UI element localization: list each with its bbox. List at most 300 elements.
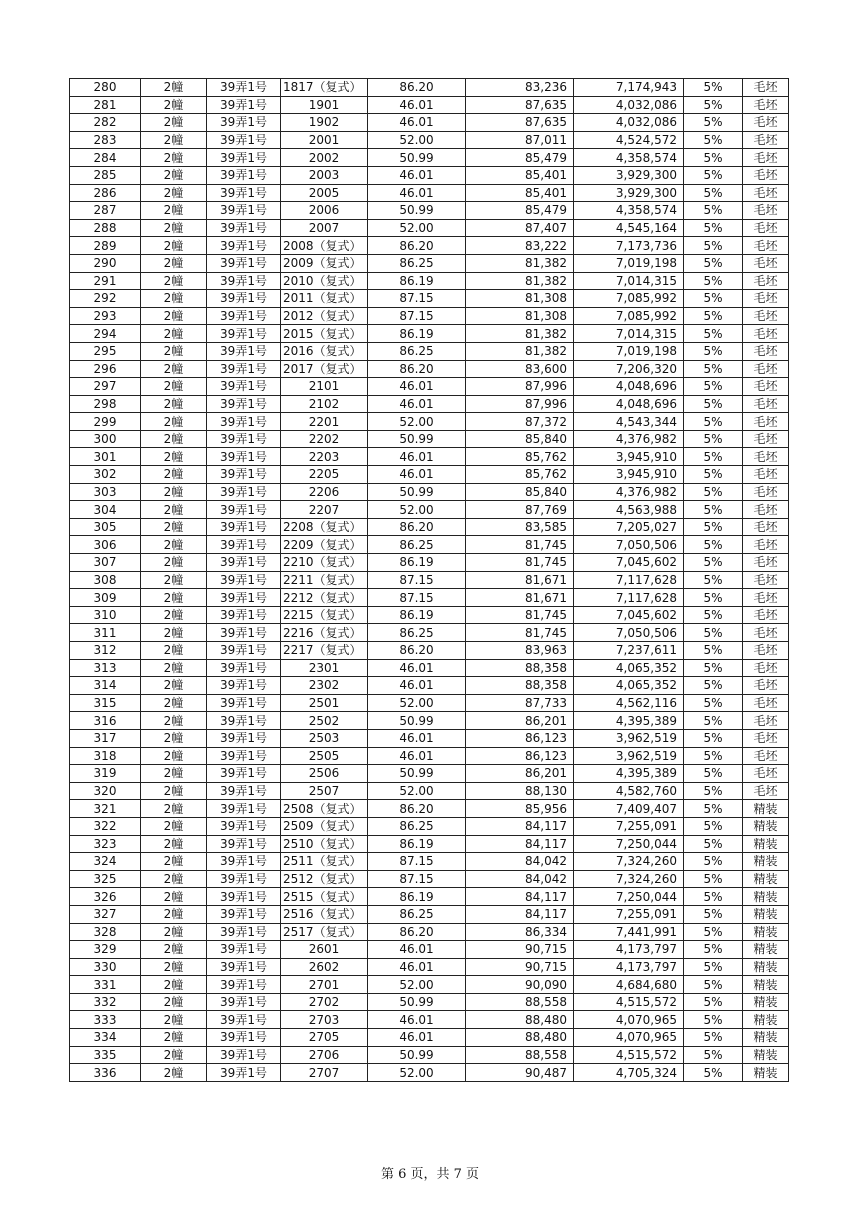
- total-price-cell: 3,945,910: [574, 466, 684, 484]
- row-number-cell: 315: [70, 694, 141, 712]
- table-row: [70, 501, 789, 519]
- area-cell: 46.01: [368, 1011, 466, 1029]
- row-number-cell: 281: [70, 96, 141, 114]
- unit-price-cell: 88,480: [466, 1011, 574, 1029]
- building-cell: 2幢: [141, 518, 207, 536]
- row-number-cell: 312: [70, 642, 141, 660]
- room-number-cell: 2211（复式）: [281, 571, 368, 589]
- table-row: [70, 466, 789, 484]
- area-cell: 86.25: [368, 536, 466, 554]
- total-price-cell: 4,376,982: [574, 430, 684, 448]
- percent-cell: 5%: [684, 888, 743, 906]
- lane-address-cell: 39弄1号: [207, 1029, 281, 1047]
- building-cell: 2幢: [141, 941, 207, 959]
- percent-cell: 5%: [684, 272, 743, 290]
- total-price-cell: 4,395,389: [574, 765, 684, 783]
- lane-address-cell: 39弄1号: [207, 870, 281, 888]
- area-cell: 46.01: [368, 1029, 466, 1047]
- row-number-cell: 328: [70, 923, 141, 941]
- building-cell: 2幢: [141, 835, 207, 853]
- percent-cell: 5%: [684, 149, 743, 167]
- table-row: [70, 395, 789, 413]
- room-number-cell: 2205: [281, 466, 368, 484]
- decoration-cell: 精装: [743, 800, 789, 818]
- lane-address-cell: 39弄1号: [207, 536, 281, 554]
- total-price-cell: 7,019,198: [574, 254, 684, 272]
- percent-cell: 5%: [684, 642, 743, 660]
- building-cell: 2幢: [141, 888, 207, 906]
- area-cell: 46.01: [368, 747, 466, 765]
- total-price-cell: 4,358,574: [574, 149, 684, 167]
- building-cell: 2幢: [141, 642, 207, 660]
- total-price-cell: 4,048,696: [574, 395, 684, 413]
- decoration-cell: 毛坯: [743, 765, 789, 783]
- unit-price-cell: 88,358: [466, 677, 574, 695]
- area-cell: 52.00: [368, 976, 466, 994]
- area-cell: 46.01: [368, 941, 466, 959]
- room-number-cell: 2702: [281, 993, 368, 1011]
- lane-address-cell: 39弄1号: [207, 483, 281, 501]
- table-row: [70, 483, 789, 501]
- lane-address-cell: 39弄1号: [207, 976, 281, 994]
- room-number-cell: 2008（复式）: [281, 237, 368, 255]
- lane-address-cell: 39弄1号: [207, 624, 281, 642]
- building-cell: 2幢: [141, 729, 207, 747]
- building-cell: 2幢: [141, 536, 207, 554]
- area-cell: 86.25: [368, 817, 466, 835]
- area-cell: 86.25: [368, 905, 466, 923]
- percent-cell: 5%: [684, 202, 743, 220]
- row-number-cell: 333: [70, 1011, 141, 1029]
- decoration-cell: 毛坯: [743, 219, 789, 237]
- percent-cell: 5%: [684, 1011, 743, 1029]
- row-number-cell: 321: [70, 800, 141, 818]
- unit-price-cell: 86,201: [466, 765, 574, 783]
- row-number-cell: 317: [70, 729, 141, 747]
- room-number-cell: 2508（复式）: [281, 800, 368, 818]
- row-number-cell: 299: [70, 413, 141, 431]
- building-cell: 2幢: [141, 1046, 207, 1064]
- table-row: [70, 237, 789, 255]
- row-number-cell: 313: [70, 659, 141, 677]
- area-cell: 86.25: [368, 342, 466, 360]
- total-price-cell: 3,945,910: [574, 448, 684, 466]
- row-number-cell: 335: [70, 1046, 141, 1064]
- row-number-cell: 286: [70, 184, 141, 202]
- room-number-cell: 2206: [281, 483, 368, 501]
- lane-address-cell: 39弄1号: [207, 923, 281, 941]
- area-cell: 50.99: [368, 712, 466, 730]
- row-number-cell: 325: [70, 870, 141, 888]
- lane-address-cell: 39弄1号: [207, 782, 281, 800]
- table-row: [70, 307, 789, 325]
- lane-address-cell: 39弄1号: [207, 202, 281, 220]
- room-number-cell: 2212（复式）: [281, 589, 368, 607]
- building-cell: 2幢: [141, 395, 207, 413]
- decoration-cell: 毛坯: [743, 677, 789, 695]
- room-number-cell: 2706: [281, 1046, 368, 1064]
- total-price-cell: 4,376,982: [574, 483, 684, 501]
- building-cell: 2幢: [141, 466, 207, 484]
- decoration-cell: 毛坯: [743, 729, 789, 747]
- building-cell: 2幢: [141, 589, 207, 607]
- building-cell: 2幢: [141, 1064, 207, 1082]
- unit-price-cell: 85,401: [466, 166, 574, 184]
- lane-address-cell: 39弄1号: [207, 694, 281, 712]
- room-number-cell: 2001: [281, 131, 368, 149]
- lane-address-cell: 39弄1号: [207, 448, 281, 466]
- unit-price-cell: 85,479: [466, 202, 574, 220]
- building-cell: 2幢: [141, 624, 207, 642]
- building-cell: 2幢: [141, 131, 207, 149]
- decoration-cell: 毛坯: [743, 395, 789, 413]
- area-cell: 87.15: [368, 870, 466, 888]
- total-price-cell: 4,582,760: [574, 782, 684, 800]
- row-number-cell: 290: [70, 254, 141, 272]
- area-cell: 50.99: [368, 1046, 466, 1064]
- room-number-cell: 2003: [281, 166, 368, 184]
- decoration-cell: 毛坯: [743, 114, 789, 132]
- percent-cell: 5%: [684, 131, 743, 149]
- percent-cell: 5%: [684, 483, 743, 501]
- lane-address-cell: 39弄1号: [207, 395, 281, 413]
- lane-address-cell: 39弄1号: [207, 835, 281, 853]
- room-number-cell: 2516（复式）: [281, 905, 368, 923]
- room-number-cell: 2202: [281, 430, 368, 448]
- total-price-cell: 7,441,991: [574, 923, 684, 941]
- table-row: [70, 589, 789, 607]
- area-cell: 46.01: [368, 166, 466, 184]
- area-cell: 86.20: [368, 360, 466, 378]
- decoration-cell: 精装: [743, 976, 789, 994]
- lane-address-cell: 39弄1号: [207, 853, 281, 871]
- decoration-cell: 精装: [743, 817, 789, 835]
- room-number-cell: 2501: [281, 694, 368, 712]
- decoration-cell: 毛坯: [743, 202, 789, 220]
- room-number-cell: 2701: [281, 976, 368, 994]
- total-price-cell: 7,014,315: [574, 272, 684, 290]
- area-cell: 87.15: [368, 571, 466, 589]
- row-number-cell: 326: [70, 888, 141, 906]
- decoration-cell: 毛坯: [743, 536, 789, 554]
- lane-address-cell: 39弄1号: [207, 993, 281, 1011]
- area-cell: 46.01: [368, 466, 466, 484]
- area-cell: 86.20: [368, 79, 466, 97]
- table-row: [70, 712, 789, 730]
- lane-address-cell: 39弄1号: [207, 905, 281, 923]
- room-number-cell: 2601: [281, 941, 368, 959]
- room-number-cell: 2505: [281, 747, 368, 765]
- percent-cell: 5%: [684, 342, 743, 360]
- lane-address-cell: 39弄1号: [207, 800, 281, 818]
- percent-cell: 5%: [684, 1064, 743, 1082]
- percent-cell: 5%: [684, 395, 743, 413]
- percent-cell: 5%: [684, 853, 743, 871]
- building-cell: 2幢: [141, 800, 207, 818]
- building-cell: 2幢: [141, 290, 207, 308]
- decoration-cell: 毛坯: [743, 554, 789, 572]
- table-row: [70, 79, 789, 97]
- area-cell: 50.99: [368, 202, 466, 220]
- room-number-cell: 2512（复式）: [281, 870, 368, 888]
- total-price-cell: 7,085,992: [574, 290, 684, 308]
- total-price-cell: 7,324,260: [574, 870, 684, 888]
- unit-price-cell: 83,585: [466, 518, 574, 536]
- room-number-cell: 1817（复式）: [281, 79, 368, 97]
- total-price-cell: 4,358,574: [574, 202, 684, 220]
- unit-price-cell: 81,382: [466, 325, 574, 343]
- room-number-cell: 2016（复式）: [281, 342, 368, 360]
- unit-price-cell: 87,635: [466, 96, 574, 114]
- unit-price-cell: 81,308: [466, 290, 574, 308]
- total-price-cell: 7,324,260: [574, 853, 684, 871]
- building-cell: 2幢: [141, 606, 207, 624]
- room-number-cell: 2201: [281, 413, 368, 431]
- building-cell: 2幢: [141, 976, 207, 994]
- row-number-cell: 282: [70, 114, 141, 132]
- row-number-cell: 287: [70, 202, 141, 220]
- table-row: [70, 1011, 789, 1029]
- unit-price-cell: 81,671: [466, 571, 574, 589]
- total-price-cell: 7,250,044: [574, 835, 684, 853]
- area-cell: 86.20: [368, 923, 466, 941]
- total-price-cell: 4,065,352: [574, 659, 684, 677]
- row-number-cell: 327: [70, 905, 141, 923]
- decoration-cell: 精装: [743, 905, 789, 923]
- building-cell: 2幢: [141, 501, 207, 519]
- total-price-cell: 7,014,315: [574, 325, 684, 343]
- table-row: [70, 782, 789, 800]
- total-price-cell: 4,032,086: [574, 114, 684, 132]
- decoration-cell: 毛坯: [743, 606, 789, 624]
- area-cell: 86.25: [368, 254, 466, 272]
- room-number-cell: 2705: [281, 1029, 368, 1047]
- decoration-cell: 精装: [743, 853, 789, 871]
- room-number-cell: 2217（复式）: [281, 642, 368, 660]
- table-row: [70, 1064, 789, 1082]
- room-number-cell: 2012（复式）: [281, 307, 368, 325]
- unit-price-cell: 84,117: [466, 888, 574, 906]
- area-cell: 50.99: [368, 483, 466, 501]
- percent-cell: 5%: [684, 413, 743, 431]
- decoration-cell: 毛坯: [743, 589, 789, 607]
- building-cell: 2幢: [141, 184, 207, 202]
- decoration-cell: 毛坯: [743, 166, 789, 184]
- percent-cell: 5%: [684, 800, 743, 818]
- lane-address-cell: 39弄1号: [207, 712, 281, 730]
- unit-price-cell: 88,358: [466, 659, 574, 677]
- table-row: [70, 202, 789, 220]
- room-number-cell: 1901: [281, 96, 368, 114]
- percent-cell: 5%: [684, 430, 743, 448]
- row-number-cell: 283: [70, 131, 141, 149]
- percent-cell: 5%: [684, 166, 743, 184]
- area-cell: 50.99: [368, 765, 466, 783]
- total-price-cell: 4,065,352: [574, 677, 684, 695]
- area-cell: 86.20: [368, 237, 466, 255]
- area-cell: 52.00: [368, 219, 466, 237]
- total-price-cell: 4,515,572: [574, 993, 684, 1011]
- decoration-cell: 毛坯: [743, 237, 789, 255]
- table-row: [70, 378, 789, 396]
- room-number-cell: 2216（复式）: [281, 624, 368, 642]
- total-price-cell: 3,962,519: [574, 729, 684, 747]
- total-price-cell: 4,684,680: [574, 976, 684, 994]
- building-cell: 2幢: [141, 694, 207, 712]
- lane-address-cell: 39弄1号: [207, 518, 281, 536]
- lane-address-cell: 39弄1号: [207, 677, 281, 695]
- table-row: [70, 166, 789, 184]
- building-cell: 2幢: [141, 905, 207, 923]
- percent-cell: 5%: [684, 905, 743, 923]
- percent-cell: 5%: [684, 624, 743, 642]
- table-row: [70, 835, 789, 853]
- decoration-cell: 毛坯: [743, 131, 789, 149]
- decoration-cell: 毛坯: [743, 501, 789, 519]
- area-cell: 46.01: [368, 958, 466, 976]
- area-cell: 52.00: [368, 131, 466, 149]
- building-cell: 2幢: [141, 483, 207, 501]
- area-cell: 86.20: [368, 518, 466, 536]
- lane-address-cell: 39弄1号: [207, 466, 281, 484]
- decoration-cell: 毛坯: [743, 272, 789, 290]
- decoration-cell: 毛坯: [743, 448, 789, 466]
- building-cell: 2幢: [141, 870, 207, 888]
- table-row: [70, 941, 789, 959]
- unit-price-cell: 88,130: [466, 782, 574, 800]
- building-cell: 2幢: [141, 96, 207, 114]
- row-number-cell: 330: [70, 958, 141, 976]
- row-number-cell: 284: [70, 149, 141, 167]
- building-cell: 2幢: [141, 765, 207, 783]
- lane-address-cell: 39弄1号: [207, 149, 281, 167]
- lane-address-cell: 39弄1号: [207, 96, 281, 114]
- row-number-cell: 302: [70, 466, 141, 484]
- total-price-cell: 7,205,027: [574, 518, 684, 536]
- table-row: [70, 624, 789, 642]
- table-row: [70, 993, 789, 1011]
- decoration-cell: 精装: [743, 870, 789, 888]
- table-row: [70, 694, 789, 712]
- unit-price-cell: 90,090: [466, 976, 574, 994]
- unit-price-cell: 85,840: [466, 483, 574, 501]
- row-number-cell: 296: [70, 360, 141, 378]
- row-number-cell: 307: [70, 554, 141, 572]
- room-number-cell: 2507: [281, 782, 368, 800]
- percent-cell: 5%: [684, 765, 743, 783]
- table-row: [70, 536, 789, 554]
- area-cell: 86.19: [368, 835, 466, 853]
- row-number-cell: 303: [70, 483, 141, 501]
- decoration-cell: 毛坯: [743, 360, 789, 378]
- area-cell: 52.00: [368, 694, 466, 712]
- unit-price-cell: 83,600: [466, 360, 574, 378]
- room-number-cell: 2208（复式）: [281, 518, 368, 536]
- room-number-cell: 2015（复式）: [281, 325, 368, 343]
- percent-cell: 5%: [684, 378, 743, 396]
- row-number-cell: 320: [70, 782, 141, 800]
- row-number-cell: 319: [70, 765, 141, 783]
- unit-price-cell: 90,487: [466, 1064, 574, 1082]
- decoration-cell: 毛坯: [743, 571, 789, 589]
- total-price-cell: 7,085,992: [574, 307, 684, 325]
- unit-price-cell: 83,236: [466, 79, 574, 97]
- decoration-cell: 精装: [743, 958, 789, 976]
- room-number-cell: 2102: [281, 395, 368, 413]
- room-number-cell: 2002: [281, 149, 368, 167]
- total-price-cell: 4,705,324: [574, 1064, 684, 1082]
- row-number-cell: 324: [70, 853, 141, 871]
- unit-price-cell: 81,745: [466, 536, 574, 554]
- area-cell: 87.15: [368, 290, 466, 308]
- decoration-cell: 毛坯: [743, 694, 789, 712]
- row-number-cell: 298: [70, 395, 141, 413]
- table-row: [70, 342, 789, 360]
- lane-address-cell: 39弄1号: [207, 430, 281, 448]
- table-row: [70, 817, 789, 835]
- lane-address-cell: 39弄1号: [207, 114, 281, 132]
- building-cell: 2幢: [141, 677, 207, 695]
- building-cell: 2幢: [141, 378, 207, 396]
- area-cell: 87.15: [368, 589, 466, 607]
- table-row: [70, 518, 789, 536]
- percent-cell: 5%: [684, 554, 743, 572]
- area-cell: 86.19: [368, 888, 466, 906]
- percent-cell: 5%: [684, 993, 743, 1011]
- decoration-cell: 精装: [743, 1011, 789, 1029]
- percent-cell: 5%: [684, 870, 743, 888]
- lane-address-cell: 39弄1号: [207, 571, 281, 589]
- decoration-cell: 毛坯: [743, 624, 789, 642]
- room-number-cell: 2503: [281, 729, 368, 747]
- row-number-cell: 295: [70, 342, 141, 360]
- lane-address-cell: 39弄1号: [207, 606, 281, 624]
- total-price-cell: 7,050,506: [574, 624, 684, 642]
- decoration-cell: 毛坯: [743, 149, 789, 167]
- building-cell: 2幢: [141, 448, 207, 466]
- building-cell: 2幢: [141, 571, 207, 589]
- lane-address-cell: 39弄1号: [207, 958, 281, 976]
- lane-address-cell: 39弄1号: [207, 325, 281, 343]
- table-row: [70, 765, 789, 783]
- table-row: [70, 976, 789, 994]
- unit-price-cell: 87,769: [466, 501, 574, 519]
- row-number-cell: 297: [70, 378, 141, 396]
- row-number-cell: 301: [70, 448, 141, 466]
- total-price-cell: 7,174,943: [574, 79, 684, 97]
- decoration-cell: 毛坯: [743, 483, 789, 501]
- unit-price-cell: 81,745: [466, 606, 574, 624]
- percent-cell: 5%: [684, 184, 743, 202]
- table-row: [70, 888, 789, 906]
- decoration-cell: 毛坯: [743, 378, 789, 396]
- area-cell: 86.25: [368, 624, 466, 642]
- unit-price-cell: 84,117: [466, 817, 574, 835]
- area-cell: 46.01: [368, 448, 466, 466]
- unit-price-cell: 86,201: [466, 712, 574, 730]
- total-price-cell: 4,524,572: [574, 131, 684, 149]
- lane-address-cell: 39弄1号: [207, 817, 281, 835]
- lane-address-cell: 39弄1号: [207, 166, 281, 184]
- building-cell: 2幢: [141, 993, 207, 1011]
- decoration-cell: 毛坯: [743, 413, 789, 431]
- percent-cell: 5%: [684, 712, 743, 730]
- total-price-cell: 4,563,988: [574, 501, 684, 519]
- percent-cell: 5%: [684, 360, 743, 378]
- lane-address-cell: 39弄1号: [207, 272, 281, 290]
- unit-price-cell: 88,480: [466, 1029, 574, 1047]
- lane-address-cell: 39弄1号: [207, 413, 281, 431]
